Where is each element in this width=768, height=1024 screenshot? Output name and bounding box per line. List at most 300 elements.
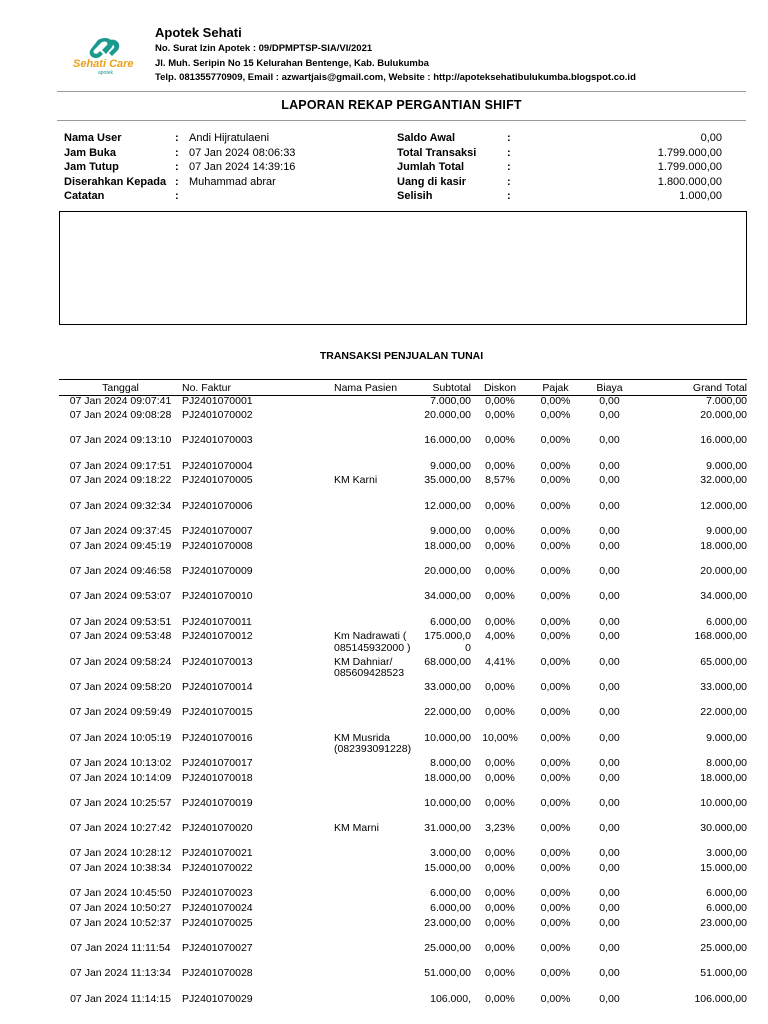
- cell-subtotal: 10.000,00: [424, 731, 471, 744]
- cell-patient: [334, 903, 424, 918]
- cell-discount: 0,00%: [485, 796, 515, 809]
- cell-tax: 0,00%: [540, 706, 571, 719]
- cell-fee: 0,00: [599, 615, 620, 628]
- cell-discount: 8,57%: [485, 474, 515, 487]
- cell-tax: 0,00%: [540, 565, 571, 578]
- balance-info-row: [397, 160, 722, 175]
- pharmacy-license: No. Surat Izin Apotek : 09/DPMPTSP-SIA/VI/2021: [155, 43, 373, 54]
- shift-info-row: [64, 175, 364, 190]
- cell-date: 07 Jan 2024 11:11:54: [70, 942, 171, 955]
- balance-info-colon: :: [507, 146, 511, 159]
- pharmacy-header: [155, 24, 636, 86]
- table-row: [59, 848, 747, 863]
- cell-grand-total: 18.000,00: [700, 539, 747, 552]
- cell-date: 07 Jan 2024 09:17:51: [69, 459, 172, 472]
- cell-tax: 0,00%: [540, 902, 571, 915]
- balance-info-colon: :: [507, 175, 511, 188]
- cell-grand-total: 6.000,00: [706, 902, 747, 915]
- balance-info-label: Total Transaksi: [397, 146, 477, 159]
- cell-date: 07 Jan 2024 09:59:49: [69, 706, 172, 719]
- table-row: [59, 707, 747, 732]
- shift-info-colon: :: [175, 161, 179, 174]
- balance-info-value: 1.799.000,00: [657, 161, 722, 174]
- table-row: [59, 918, 747, 943]
- cell-date: 07 Jan 2024 10:14:09: [69, 771, 172, 784]
- table-header-row: [59, 380, 747, 396]
- cell-discount: 0,00%: [485, 525, 515, 538]
- cell-tax: 0,00%: [540, 499, 571, 512]
- balance-info-colon: :: [507, 190, 511, 203]
- cell-invoice: PJ2401070006: [182, 499, 253, 512]
- cell-fee: 0,00: [599, 630, 620, 643]
- col-header-patient: Nama Pasien: [334, 380, 424, 396]
- cell-grand-total: 18.000,00: [700, 771, 747, 784]
- shift-info-label: Diserahkan Kepada: [64, 175, 167, 188]
- cell-grand-total: 32.000,00: [700, 474, 747, 487]
- table-body: [59, 396, 747, 1009]
- cell-grand-total: 30.000,00: [700, 822, 747, 835]
- col-header-tax: Pajak: [529, 380, 582, 396]
- balance-info-label: Jumlah Total: [397, 161, 465, 174]
- cell-patient: [334, 566, 424, 591]
- cell-patient: [334, 888, 424, 903]
- shift-info-row: [64, 146, 364, 161]
- table-row: [59, 823, 747, 848]
- shift-info-value: 07 Jan 2024 08:06:33: [189, 146, 296, 159]
- cell-subtotal: 106.000,: [430, 992, 471, 1005]
- balance-info-value: 1.799.000,00: [657, 146, 722, 159]
- cell-invoice: PJ2401070019: [182, 796, 253, 809]
- cell-subtotal: 20.000,00: [424, 409, 471, 422]
- cell-tax: 0,00%: [540, 771, 571, 784]
- cell-invoice: PJ2401070016: [182, 731, 253, 744]
- cell-discount: 0,00%: [485, 862, 515, 875]
- cell-date: 07 Jan 2024 09:46:58: [69, 565, 172, 578]
- cell-subtotal: 8.000,00: [430, 756, 471, 769]
- cell-patient: [334, 707, 424, 732]
- cell-subtotal: 33.000,00: [424, 680, 471, 693]
- cell-date: 07 Jan 2024 10:27:42: [69, 822, 172, 835]
- cell-fee: 0,00: [599, 409, 620, 422]
- cell-subtotal: 31.000,00: [424, 822, 471, 835]
- cell-grand-total: 9.000,00: [706, 459, 747, 472]
- cell-subtotal: 9.000,00: [430, 525, 471, 538]
- cell-fee: 0,00: [599, 942, 620, 955]
- cell-discount: 0,00%: [485, 459, 515, 472]
- cell-patient: [334, 918, 424, 943]
- cell-discount: 0,00%: [485, 615, 515, 628]
- cell-tax: 0,00%: [540, 942, 571, 955]
- cell-invoice: PJ2401070014: [182, 680, 253, 693]
- cell-date: 07 Jan 2024 10:05:19: [69, 731, 172, 744]
- cell-tax: 0,00%: [540, 590, 571, 603]
- cell-discount: 3,23%: [485, 822, 515, 835]
- pharmacy-name: Apotek Sehati: [155, 25, 242, 40]
- section-title: TRANSAKSI PENJUALAN TUNAI: [319, 350, 484, 362]
- table-row: [59, 501, 747, 526]
- cell-subtotal: 175.000,00: [424, 630, 471, 654]
- cell-fee: 0,00: [599, 916, 620, 929]
- cell-fee: 0,00: [599, 434, 620, 447]
- balance-info-value: 1.800.000,00: [657, 175, 722, 188]
- balance-info-value: 1.000,00: [679, 190, 722, 203]
- cell-tax: 0,00%: [540, 395, 571, 407]
- cell-invoice: PJ2401070001: [182, 395, 253, 407]
- balance-info-colon: :: [507, 132, 511, 144]
- cell-subtotal: 6.000,00: [430, 887, 471, 900]
- cell-patient: [334, 461, 424, 476]
- cell-discount: 4,00%: [485, 630, 515, 643]
- cell-grand-total: 12.000,00: [700, 499, 747, 512]
- table-row: [59, 617, 747, 632]
- cell-discount: 0,00%: [485, 565, 515, 578]
- cell-grand-total: 9.000,00: [706, 525, 747, 538]
- cell-invoice: PJ2401070011: [182, 615, 252, 628]
- cell-fee: 0,00: [599, 756, 620, 769]
- sehati-care-logo-icon: [72, 36, 138, 82]
- cell-invoice: PJ2401070025: [182, 916, 253, 929]
- cell-tax: 0,00%: [540, 731, 571, 744]
- cell-fee: 0,00: [599, 847, 620, 860]
- cell-date: 07 Jan 2024 10:28:12: [69, 847, 172, 860]
- table-row: [59, 758, 747, 773]
- cell-fee: 0,00: [599, 992, 620, 1005]
- cell-fee: 0,00: [599, 967, 620, 980]
- shift-info-colon: :: [175, 132, 179, 144]
- cell-subtotal: 16.000,00: [424, 434, 471, 447]
- pharmacy-logo: [72, 36, 138, 82]
- cell-subtotal: 35.000,00: [424, 474, 471, 487]
- cell-subtotal: 34.000,00: [424, 590, 471, 603]
- table-row: [59, 631, 747, 656]
- cell-patient: [334, 798, 424, 823]
- cell-subtotal: 18.000,00: [424, 771, 471, 784]
- cell-discount: 0,00%: [485, 847, 515, 860]
- cell-fee: 0,00: [599, 525, 620, 538]
- cell-date: 07 Jan 2024 09:45:19: [69, 539, 172, 552]
- cell-invoice: PJ2401070005: [182, 474, 253, 487]
- cell-grand-total: 16.000,00: [700, 434, 747, 447]
- cell-discount: 0,00%: [485, 902, 515, 915]
- shift-info-colon: :: [175, 175, 179, 188]
- table-row: [59, 733, 747, 758]
- cell-date: 07 Jan 2024 11:13:34: [70, 967, 171, 980]
- balance-info-row: [397, 189, 722, 204]
- balance-info: [397, 131, 722, 204]
- cell-date: 07 Jan 2024 09:58:20: [69, 680, 172, 693]
- cell-discount: 0,00%: [485, 771, 515, 784]
- shift-info-value: Muhammad abrar: [189, 175, 276, 188]
- cell-tax: 0,00%: [540, 680, 571, 693]
- cell-grand-total: 23.000,00: [700, 916, 747, 929]
- shift-info-label: Catatan: [64, 190, 105, 203]
- cell-grand-total: 22.000,00: [700, 706, 747, 719]
- cell-patient: [334, 396, 424, 411]
- cell-fee: 0,00: [599, 887, 620, 900]
- cell-invoice: PJ2401070017: [182, 756, 253, 769]
- cell-patient: [334, 435, 424, 460]
- cell-date: 07 Jan 2024 11:14:15: [70, 992, 171, 1005]
- logo-text: Sehati Care: [73, 58, 134, 70]
- cell-invoice: PJ2401070002: [182, 409, 253, 422]
- cell-grand-total: 106.000,00: [694, 992, 747, 1005]
- table-row: [59, 566, 747, 591]
- cell-invoice: PJ2401070013: [182, 655, 253, 668]
- shift-info-row: [64, 131, 364, 146]
- cell-invoice: PJ2401070023: [182, 887, 253, 900]
- cell-patient: [334, 994, 424, 1009]
- cell-patient: Km Nadrawati ( 085145932000 ): [334, 630, 411, 654]
- cell-fee: 0,00: [599, 395, 620, 407]
- cell-grand-total: 168.000,00: [694, 630, 747, 643]
- table-row: [59, 435, 747, 460]
- cell-invoice: PJ2401070028: [182, 967, 253, 980]
- cell-discount: 0,00%: [485, 706, 515, 719]
- shift-info-colon: :: [175, 146, 179, 159]
- cell-grand-total: 51.000,00: [700, 967, 747, 980]
- cell-subtotal: 22.000,00: [424, 706, 471, 719]
- cell-grand-total: 6.000,00: [706, 615, 747, 628]
- cell-grand-total: 10.000,00: [700, 796, 747, 809]
- cell-patient: [334, 968, 424, 993]
- table-row: [59, 773, 747, 798]
- cell-discount: 0,00%: [485, 887, 515, 900]
- shift-info-colon: :: [175, 190, 179, 203]
- cell-grand-total: 3.000,00: [706, 847, 747, 860]
- pharmacy-contact: Telp. 081355770909, Email : azwartjais@gmail.com, Website : http://apoteksehatibulukumba.blogspot.co.id: [155, 72, 636, 83]
- cell-discount: 0,00%: [485, 499, 515, 512]
- cell-date: 07 Jan 2024 09:53:48: [69, 630, 172, 643]
- cell-discount: 0,00%: [485, 590, 515, 603]
- cell-grand-total: 6.000,00: [706, 887, 747, 900]
- cell-tax: 0,00%: [540, 615, 571, 628]
- cell-subtotal: 9.000,00: [430, 459, 471, 472]
- cell-patient: [334, 617, 424, 632]
- cell-date: 07 Jan 2024 10:13:02: [69, 756, 172, 769]
- cell-tax: 0,00%: [540, 434, 571, 447]
- cell-invoice: PJ2401070022: [182, 862, 253, 875]
- cell-patient: [334, 848, 424, 863]
- cell-subtotal: 7.000,00: [430, 395, 471, 407]
- cell-subtotal: 51.000,00: [424, 967, 471, 980]
- cell-grand-total: 65.000,00: [700, 655, 747, 668]
- cell-grand-total: 33.000,00: [700, 680, 747, 693]
- balance-info-label: Saldo Awal: [397, 132, 456, 144]
- cell-discount: 0,00%: [485, 942, 515, 955]
- cell-discount: 0,00%: [485, 409, 515, 422]
- cell-tax: 0,00%: [540, 630, 571, 643]
- cell-date: 07 Jan 2024 09:32:34: [69, 499, 172, 512]
- cell-subtotal: 12.000,00: [424, 499, 471, 512]
- cell-patient: [334, 773, 424, 798]
- cell-patient: [334, 682, 424, 707]
- cell-fee: 0,00: [599, 499, 620, 512]
- cell-tax: 0,00%: [540, 822, 571, 835]
- cell-invoice: PJ2401070021: [182, 847, 253, 860]
- shift-info-label: Nama User: [64, 132, 122, 144]
- cell-fee: 0,00: [599, 771, 620, 784]
- cell-invoice: PJ2401070004: [182, 459, 253, 472]
- table-row: [59, 798, 747, 823]
- cell-fee: 0,00: [599, 590, 620, 603]
- cell-date: 07 Jan 2024 09:53:07: [69, 590, 172, 603]
- cell-tax: 0,00%: [540, 539, 571, 552]
- cell-tax: 0,00%: [540, 862, 571, 875]
- cell-invoice: PJ2401070018: [182, 771, 253, 784]
- notes-box: [59, 211, 747, 325]
- cell-invoice: PJ2401070008: [182, 539, 253, 552]
- cell-fee: 0,00: [599, 862, 620, 875]
- cell-patient: [334, 863, 424, 888]
- cell-grand-total: 20.000,00: [700, 565, 747, 578]
- cell-grand-total: 8.000,00: [706, 756, 747, 769]
- cell-date: 07 Jan 2024 09:53:51: [69, 615, 172, 628]
- balance-info-colon: :: [507, 161, 511, 174]
- cell-tax: 0,00%: [540, 887, 571, 900]
- table-row: [59, 541, 747, 566]
- shift-info-row: [64, 160, 364, 175]
- cell-date: 07 Jan 2024 09:58:24: [69, 655, 172, 668]
- cell-fee: 0,00: [599, 474, 620, 487]
- col-header-discount: Diskon: [471, 380, 529, 396]
- cell-fee: 0,00: [599, 655, 620, 668]
- table-row: [59, 657, 747, 682]
- table-row: [59, 903, 747, 918]
- cell-fee: 0,00: [599, 796, 620, 809]
- cell-date: 07 Jan 2024 10:25:57: [69, 796, 172, 809]
- cell-subtotal: 23.000,00: [424, 916, 471, 929]
- cell-grand-total: 25.000,00: [700, 942, 747, 955]
- table-row: [59, 410, 747, 435]
- cell-date: 07 Jan 2024 10:45:50: [69, 887, 172, 900]
- cell-grand-total: 7.000,00: [706, 395, 747, 407]
- cell-patient: [334, 526, 424, 541]
- table-row: [59, 943, 747, 968]
- cell-patient: [334, 943, 424, 968]
- cell-discount: 0,00%: [485, 992, 515, 1005]
- table-row: [59, 591, 747, 616]
- shift-info-label: Jam Tutup: [64, 161, 119, 174]
- transactions-table: [59, 379, 747, 1008]
- cell-tax: 0,00%: [540, 796, 571, 809]
- cell-invoice: PJ2401070029: [182, 992, 253, 1005]
- col-header-invoice: No. Faktur: [182, 380, 334, 396]
- table-row: [59, 475, 747, 500]
- logo-subtext: apotek: [98, 70, 114, 76]
- cell-fee: 0,00: [599, 731, 620, 744]
- balance-info-row: [397, 146, 722, 161]
- cell-tax: 0,00%: [540, 474, 571, 487]
- shift-info-row: [64, 189, 364, 204]
- balance-info-row: [397, 131, 722, 146]
- cell-invoice: PJ2401070024: [182, 902, 253, 915]
- cell-fee: 0,00: [599, 459, 620, 472]
- cell-tax: 0,00%: [540, 967, 571, 980]
- cell-discount: 0,00%: [485, 756, 515, 769]
- cell-patient: KM Karni: [334, 474, 378, 487]
- cell-subtotal: 20.000,00: [424, 565, 471, 578]
- cell-patient: [334, 541, 424, 566]
- cell-grand-total: 9.000,00: [706, 731, 747, 744]
- shift-info: [64, 131, 364, 204]
- title-divider: [57, 120, 746, 121]
- cell-invoice: PJ2401070015: [182, 706, 253, 719]
- col-header-date: Tanggal: [59, 380, 182, 396]
- cell-invoice: PJ2401070007: [182, 525, 253, 538]
- cell-tax: 0,00%: [540, 916, 571, 929]
- cell-subtotal: 18.000,00: [424, 539, 471, 552]
- cell-invoice: PJ2401070020: [182, 822, 253, 835]
- shift-info-value: 07 Jan 2024 14:39:16: [189, 161, 296, 174]
- cell-discount: 0,00%: [485, 539, 515, 552]
- cell-date: 07 Jan 2024 09:13:10: [69, 434, 172, 447]
- cell-grand-total: 15.000,00: [700, 862, 747, 875]
- cell-date: 07 Jan 2024 10:38:34: [69, 862, 172, 875]
- cell-discount: 0,00%: [485, 916, 515, 929]
- cell-fee: 0,00: [599, 822, 620, 835]
- cell-discount: 4,41%: [485, 655, 515, 668]
- cell-subtotal: 6.000,00: [430, 902, 471, 915]
- col-header-subtotal: Subtotal: [424, 380, 471, 396]
- report-title: LAPORAN REKAP PERGANTIAN SHIFT: [281, 98, 522, 112]
- table-row: [59, 863, 747, 888]
- table-row: [59, 888, 747, 903]
- cell-tax: 0,00%: [540, 992, 571, 1005]
- cell-subtotal: 25.000,00: [424, 942, 471, 955]
- cell-fee: 0,00: [599, 539, 620, 552]
- balance-info-label: Uang di kasir: [397, 175, 467, 188]
- cell-discount: 0,00%: [485, 680, 515, 693]
- cell-date: 07 Jan 2024 10:52:37: [69, 916, 172, 929]
- cell-patient: KM Musrida (082393091228): [334, 731, 412, 756]
- cell-patient: [334, 410, 424, 435]
- cell-date: 07 Jan 2024 09:07:41: [69, 395, 172, 407]
- header-divider: [57, 91, 746, 92]
- cell-fee: 0,00: [599, 706, 620, 719]
- cell-invoice: PJ2401070010: [182, 590, 253, 603]
- cell-fee: 0,00: [599, 565, 620, 578]
- table-row: [59, 461, 747, 476]
- cell-subtotal: 10.000,00: [424, 796, 471, 809]
- pharmacy-address: Jl. Muh. Seripin No 15 Kelurahan Bentenge, Kab. Bulukumba: [155, 57, 429, 69]
- cell-tax: 0,00%: [540, 525, 571, 538]
- cell-date: 07 Jan 2024 10:50:27: [69, 902, 172, 915]
- cell-patient: [334, 591, 424, 616]
- cell-tax: 0,00%: [540, 655, 571, 668]
- cell-tax: 0,00%: [540, 459, 571, 472]
- table-row: [59, 526, 747, 541]
- col-header-fee: Biaya: [582, 380, 637, 396]
- col-header-grand-total: Grand Total: [637, 380, 747, 396]
- table-row: [59, 682, 747, 707]
- cell-grand-total: 20.000,00: [700, 409, 747, 422]
- cell-fee: 0,00: [599, 680, 620, 693]
- shift-info-value: Andi Hijratulaeni: [189, 132, 270, 144]
- cell-grand-total: 34.000,00: [700, 590, 747, 603]
- table-row: [59, 968, 747, 993]
- balance-info-value: 0,00: [700, 132, 722, 144]
- cell-fee: 0,00: [599, 902, 620, 915]
- cell-tax: 0,00%: [540, 847, 571, 860]
- cell-patient: [334, 501, 424, 526]
- cell-subtotal: 6.000,00: [430, 615, 471, 628]
- cell-subtotal: 15.000,00: [424, 862, 471, 875]
- cell-discount: 0,00%: [485, 395, 515, 407]
- cell-subtotal: 68.000,00: [424, 655, 471, 668]
- cell-tax: 0,00%: [540, 756, 571, 769]
- cell-invoice: PJ2401070009: [182, 565, 253, 578]
- cell-patient: KM Dahniar/ 085609428523: [334, 655, 405, 680]
